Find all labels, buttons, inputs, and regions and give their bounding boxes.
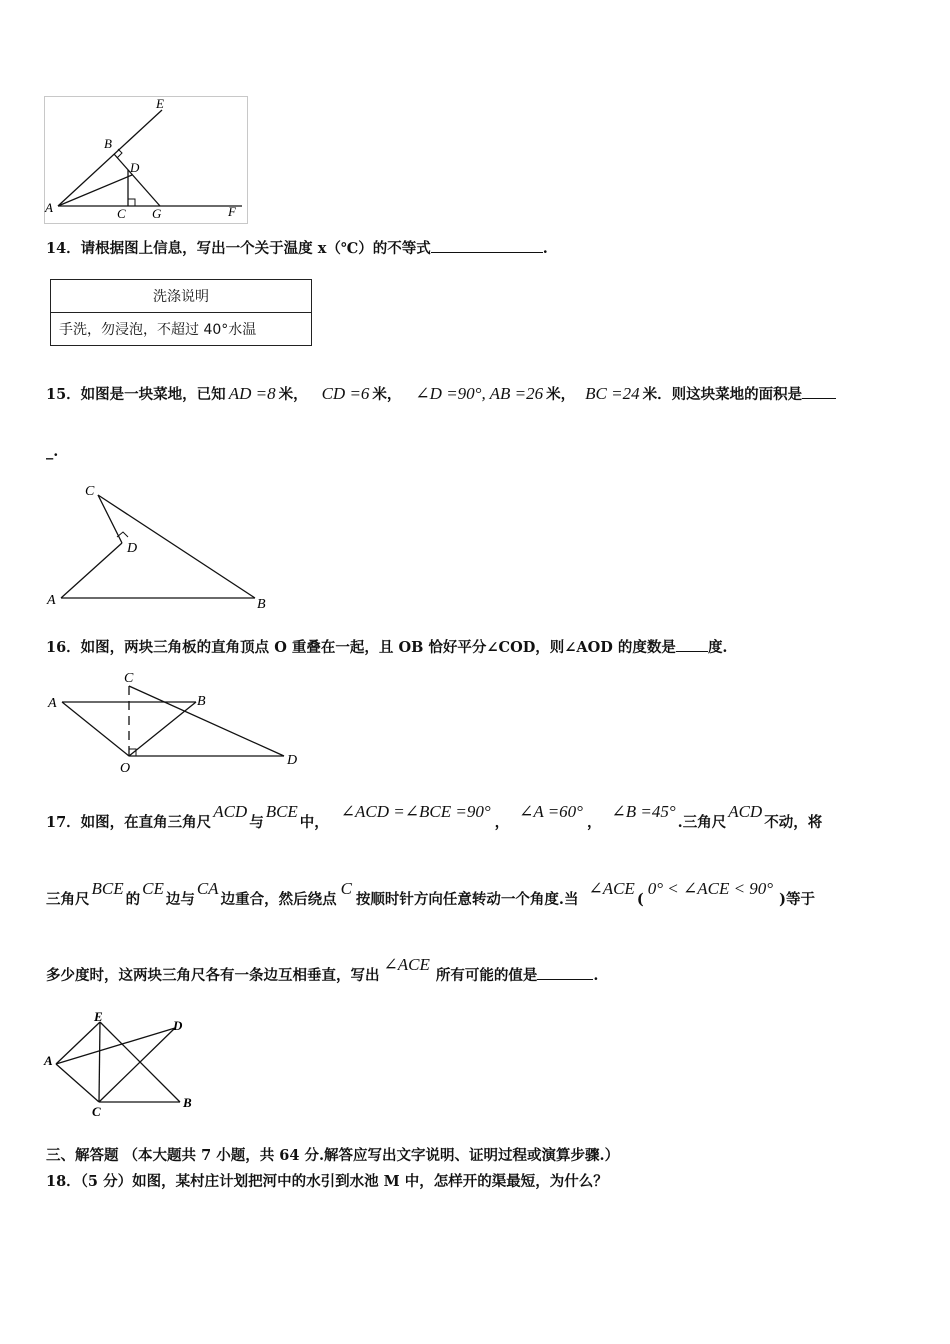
q17-ce: CE [142,879,164,898]
question-17-line-3 [46,955,599,985]
label-B: B [197,694,206,709]
q15-tail: _. [46,443,59,460]
right-angle-C [128,199,135,206]
q17-text-2i: 按顺时针方向任意转动一个角度.当 [355,891,579,908]
label-C: C [92,1104,101,1119]
q17-acd-1: ACD [213,802,248,821]
q17-ca: CA [196,879,219,898]
q17-range: 0° < ∠ACE < 90° [647,879,774,898]
q17-comma-2: ， [586,814,602,831]
label-B: B [104,136,112,151]
section-3-heading: 三、解答题 （本大题共 7 小题，共 64 分.解答应写出文字说明、证明过程或演算步骤.） [46,1147,620,1164]
label-B: B [257,597,266,612]
q17-paren-open: ( [636,891,644,908]
table-header-cell: 洗涤说明 [51,280,312,313]
q17-bce-2: BCE [91,879,124,898]
q16-text-1: 16．如图，两块三角板的直角顶点 O 重叠在一起，且 OB 恰好平分∠COD，则∠AOD 的度数是 [46,639,676,656]
q15-expr-ad: AD =8 [228,384,276,403]
label-D: D [287,753,298,768]
q16-answer-blank[interactable] [676,637,708,652]
line-AC [56,1064,99,1102]
q15-unit-2: 米， [372,386,402,403]
q17-angle-b: ∠B =45° [611,802,676,821]
label-D: D [130,160,140,175]
q17-point-c: C [340,879,352,898]
q14-answer-blank[interactable] [431,238,543,253]
figure-15 [44,480,274,612]
question-18: 18．（5 分）如图，某村庄计划把河中的水引到水池 M 中，怎样开的渠最短，为什么？ [46,1173,608,1190]
question-16 [46,636,728,657]
q15-unit-1: 米， [278,386,308,403]
label-D: D [173,1018,183,1033]
line-CD [129,686,284,756]
washing-instructions-table [50,279,312,346]
q17-text-c: 与 [249,814,264,831]
label-E: E [94,1009,103,1024]
line-CB [98,495,255,598]
q15-expr-cd: CD =6 [321,384,370,403]
label-F: F [228,204,236,219]
line-AD [58,175,132,206]
figure-16 [44,668,308,780]
q17-text-2m: )等于 [779,891,815,908]
q15-text-2: 米．则这块菜地的面积是 [642,386,803,403]
q15-text-1: 15．如图是一块菜地，已知 [46,386,226,403]
q17-angle-ace-2: ∠ACE [383,955,430,974]
q17-text-2g: 边重合，然后绕点 [220,891,337,908]
question-17-line-2 [46,879,815,909]
q17-angle-a: ∠A =60° [519,802,583,821]
q15-answer-blank[interactable] [802,384,836,399]
label-C: C [124,671,134,686]
label-C: C [85,484,95,499]
label-G: G [152,206,162,221]
q14-text: 14．请根据图上信息，写出一个关于温度 x（℃）的不等式 [46,240,431,257]
q15-expr-bc: BC =24 [585,384,640,403]
q16-text-2: 度. [707,639,728,656]
label-D: D [127,541,138,556]
table-row-cell: 手洗，勿浸泡，不超过 40°水温 [51,313,312,346]
label-B: B [183,1095,192,1110]
q14-end: . [542,240,548,257]
label-O: O [120,761,131,776]
q17-text-e: 中， [299,814,329,831]
q15-unit-3: 米， [546,386,576,403]
q17-text-2c: 的 [125,891,141,908]
q17-angle-eq: ∠ACD =∠BCE =90° [340,802,491,821]
label-A: A [45,200,53,215]
question-15 [46,383,836,404]
q17-answer-blank[interactable] [537,965,593,980]
line-EC [99,1022,100,1102]
label-E: E [156,96,164,111]
label-A: A [48,696,57,711]
q17-text-3a: 多少度时，这两块三角尺各有一条边互相垂直，写出 [46,967,380,984]
question-14 [46,237,548,258]
label-A: A [44,1053,53,1068]
q15-expr-angle-ab: ∠D =90°, AB =26 [415,384,544,403]
q17-end: . [593,967,599,984]
figure-13 [44,96,248,224]
q17-text-m: 不动，将 [764,814,823,831]
q17-text-2e: 边与 [165,891,195,908]
figure-17 [42,1008,202,1120]
q17-text-k: .三角尺 [677,814,727,831]
line-AO [62,702,129,756]
right-angle-D [117,532,128,537]
q17-text-a: 17．如图，在直角三角尺 [46,814,212,831]
q17-angle-ace-1: ∠ACE [588,879,635,898]
q17-comma-1: ， [494,814,510,831]
q17-text-2a: 三角尺 [46,891,90,908]
line-BO [129,702,196,756]
label-A: A [47,593,56,608]
q17-bce-1: BCE [265,802,298,821]
line-AD [61,543,122,598]
q17-text-3c: 所有可能的值是 [435,967,538,984]
question-17-line-1 [46,802,823,832]
label-C: C [117,206,126,221]
q17-acd-2: ACD [728,802,763,821]
